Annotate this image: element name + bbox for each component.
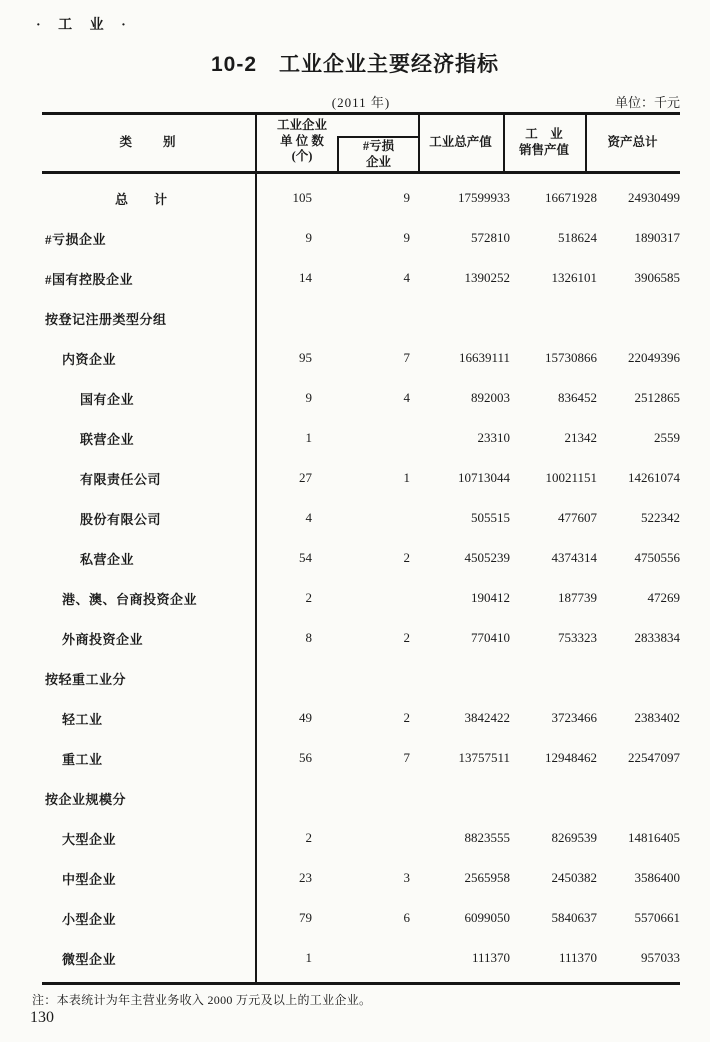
column-header-loss-enterprises [337,136,418,171]
column-header-loss-line1: #亏损 [362,138,395,153]
cell-loss-enterprises: 4 [403,270,410,285]
cell-sales-output: 12948462 [545,750,597,765]
column-header-sales-line2: 销售产值 [518,143,569,157]
row-label: 私营企业 [80,551,135,567]
table-row [42,298,680,338]
row-label: 中型企业 [62,871,117,887]
table-header [42,112,680,174]
row-label: 按企业规模分 [45,791,127,807]
table-row [42,738,680,778]
row-label: 外商投资企业 [62,631,144,647]
table-body [42,174,680,985]
cell-loss-enterprises: 6 [403,910,410,925]
cell-loss-enterprises: 7 [403,750,410,765]
cell-gross-output: 892003 [471,390,510,405]
column-header-units-line1: 工业企业 [276,118,327,132]
cell-loss-enterprises: 9 [403,230,410,245]
cell-sales-output: 4374314 [551,550,597,565]
cell-sales-output: 8269539 [551,830,597,845]
cell-loss-enterprises: 2 [403,550,410,565]
cell-sales-output: 2450382 [551,870,597,885]
cell-gross-output: 111370 [471,950,510,965]
cell-sales-output: 111370 [558,950,597,965]
table-row [42,178,680,218]
cell-loss-enterprises: 7 [403,350,410,365]
table-row [42,898,680,938]
table-row [42,698,680,738]
cell-total-assets: 2383402 [634,710,680,725]
cell-total-assets: 47269 [647,590,680,605]
cell-sales-output: 15730866 [545,350,597,365]
cell-units-count: 23 [299,870,312,885]
cell-sales-output: 477607 [558,510,597,525]
cell-sales-output: 187739 [558,590,597,605]
cell-loss-enterprises: 1 [403,470,410,485]
column-header-loss-line2: 企业 [365,154,391,169]
row-label: 国有企业 [80,391,135,407]
cell-total-assets: 522342 [641,510,680,525]
row-label: 联营企业 [80,431,135,447]
cell-total-assets: 3906585 [634,270,680,285]
table-caption-row [42,92,680,110]
cell-gross-output: 1390252 [464,270,510,285]
row-label: 总 计 [115,191,168,207]
cell-loss-enterprises: 2 [403,630,410,645]
cell-units-count: 56 [299,750,312,765]
table-row [42,418,680,458]
cell-loss-enterprises: 9 [403,190,410,205]
cell-total-assets: 5570661 [634,910,680,925]
column-header-units-line2: 单 位 数 [280,133,324,148]
cell-units-count: 95 [299,350,312,365]
row-label: 股份有限公司 [80,511,162,527]
cell-gross-output: 4505239 [464,550,510,565]
column-header-sales-line1: 工 业 [525,127,563,142]
column-header-gross-output: 工业总产值 [429,135,492,150]
cell-units-count: 8 [305,630,312,645]
row-label: #国有控股企业 [45,271,134,287]
column-header-sales-output [503,115,585,171]
cell-total-assets: 14816405 [628,830,680,845]
table-row [42,258,680,298]
row-label: 轻工业 [62,711,103,727]
cell-total-assets: 22049396 [628,350,680,365]
row-label: 微型企业 [62,951,117,967]
unit-caption: 单位：千元 [614,95,680,110]
row-label: 按轻重工业分 [45,671,127,687]
cell-total-assets: 2833834 [634,630,680,645]
cell-loss-enterprises: 2 [403,710,410,725]
cell-units-count: 1 [305,950,312,965]
cell-units-count: 54 [299,550,312,565]
cell-units-count: 1 [305,430,312,445]
cell-gross-output: 190412 [471,590,510,605]
table-row [42,378,680,418]
cell-loss-enterprises: 3 [403,870,410,885]
table-row [42,538,680,578]
table-row [42,498,680,538]
cell-gross-output: 8823555 [464,830,510,845]
cell-sales-output: 16671928 [545,190,597,205]
cell-total-assets: 2512865 [634,390,680,405]
cell-total-assets: 4750556 [634,550,680,565]
cell-gross-output: 770410 [471,630,510,645]
table-row [42,778,680,818]
table-row [42,218,680,258]
table-row [42,578,680,618]
column-header-units-line3: (个) [291,149,313,164]
cell-total-assets: 24930499 [628,190,680,205]
cell-total-assets: 3586400 [634,870,680,885]
cell-units-count: 2 [305,590,312,605]
cell-total-assets: 1890317 [634,230,680,245]
cell-units-count: 2 [305,830,312,845]
cell-total-assets: 14261074 [628,470,680,485]
row-label: 小型企业 [62,911,117,927]
cell-sales-output: 10021151 [545,470,597,485]
year-caption: (2011 年) [331,95,391,110]
row-label: #亏损企业 [45,231,107,247]
cell-sales-output: 3723466 [551,710,597,725]
column-header-category: 类 别 [119,135,178,150]
cell-sales-output: 753323 [558,630,597,645]
cell-gross-output: 16639111 [458,350,510,365]
cell-units-count: 79 [299,910,312,925]
cell-units-count: 49 [299,710,312,725]
row-label: 内资企业 [62,351,117,367]
cell-units-count: 9 [305,390,312,405]
footnote: 注：本表统计为年主营业务收入 2000 万元及以上的工业企业。 [32,993,372,1007]
cell-gross-output: 23310 [477,430,510,445]
table-row [42,618,680,658]
table-row [42,338,680,378]
cell-sales-output: 836452 [558,390,597,405]
cell-units-count: 27 [299,470,312,485]
cell-gross-output: 3842422 [464,710,510,725]
table-row [42,458,680,498]
cell-total-assets: 22547097 [628,750,680,765]
cell-units-count: 4 [305,510,312,525]
table-row [42,858,680,898]
cell-units-count: 105 [292,190,312,205]
row-label: 港、澳、台商投资企业 [62,591,198,607]
cell-sales-output: 1326101 [551,270,597,285]
cell-units-count: 9 [305,230,312,245]
row-label: 按登记注册类型分组 [45,311,167,327]
cell-total-assets: 2559 [654,430,680,445]
table-row [42,938,680,978]
row-label: 有限责任公司 [80,471,162,487]
column-header-total-assets: 资产总计 [607,135,658,150]
row-label: 大型企业 [62,831,117,847]
table-rows [42,174,680,982]
table-row [42,818,680,858]
cell-gross-output: 13757511 [458,750,510,765]
cell-gross-output: 6099050 [464,910,510,925]
cell-gross-output: 505515 [471,510,510,525]
cell-sales-output: 5840637 [551,910,597,925]
cell-gross-output: 10713044 [458,470,510,485]
cell-gross-output: 2565958 [464,870,510,885]
table-row [42,658,680,698]
cell-units-count: 14 [299,270,312,285]
statistics-table [42,112,680,985]
cell-gross-output: 572810 [471,230,510,245]
cell-total-assets: 957033 [641,950,680,965]
cell-gross-output: 17599933 [458,190,510,205]
cell-sales-output: 21342 [564,430,597,445]
cell-loss-enterprises: 4 [403,390,410,405]
section-corner-label: · 工 业 · [36,18,133,33]
page-title: 10-2 工业企业主要经济指标 [210,53,500,76]
page-number: 130 [30,1009,54,1026]
cell-sales-output: 518624 [558,230,597,245]
row-label: 重工业 [62,751,103,767]
